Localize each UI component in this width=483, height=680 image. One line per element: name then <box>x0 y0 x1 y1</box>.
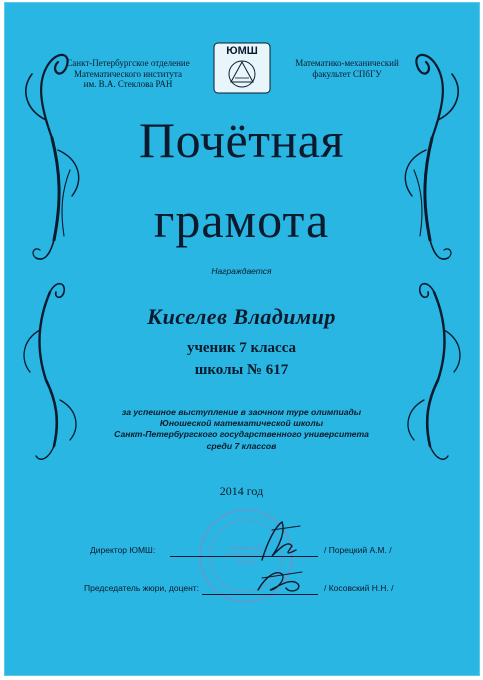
recipient-school: школы № 617 <box>194 362 289 378</box>
header-left-line: Санкт-Петербургское отделение <box>66 58 190 68</box>
recipient-name: Киселев Владимир <box>147 304 336 329</box>
signature-label-jury-chair: Председатель жюри, доцент: <box>84 583 200 593</box>
header-right-line: факультет СПбГУ <box>312 68 382 79</box>
header-right-line: Математико-механический <box>295 58 399 68</box>
certificate-title-line1: Почётная <box>139 112 344 168</box>
signature-name-director: / Порецкий А.М. / <box>324 545 392 555</box>
recipient-grade: ученик 7 класса <box>186 340 297 356</box>
certificate-year: 2014 год <box>219 484 264 498</box>
header-left-line: им. В.А. Стеклова РАН <box>83 79 173 89</box>
reason-line: Юношеской математической школы <box>159 418 324 429</box>
reason-line: Санкт-Петербургского государственного университета <box>114 429 369 440</box>
signature-name-jury-chair: / Косовский Н.Н. / <box>324 583 394 593</box>
reason-line: среди 7 классов <box>206 440 277 451</box>
awarded-label: Награждается <box>211 266 272 276</box>
header-left-line: Математического института <box>74 68 182 79</box>
certificate-title-line2: грамота <box>153 192 330 248</box>
logo-text: ЮМШ <box>226 45 258 57</box>
stamp-text: Юношеская математическая школа <box>223 546 269 566</box>
reason-line: за успешное выступление в заочном туре олимпиады <box>121 407 362 417</box>
signature-label-director: Директор ЮМШ: <box>90 545 156 555</box>
